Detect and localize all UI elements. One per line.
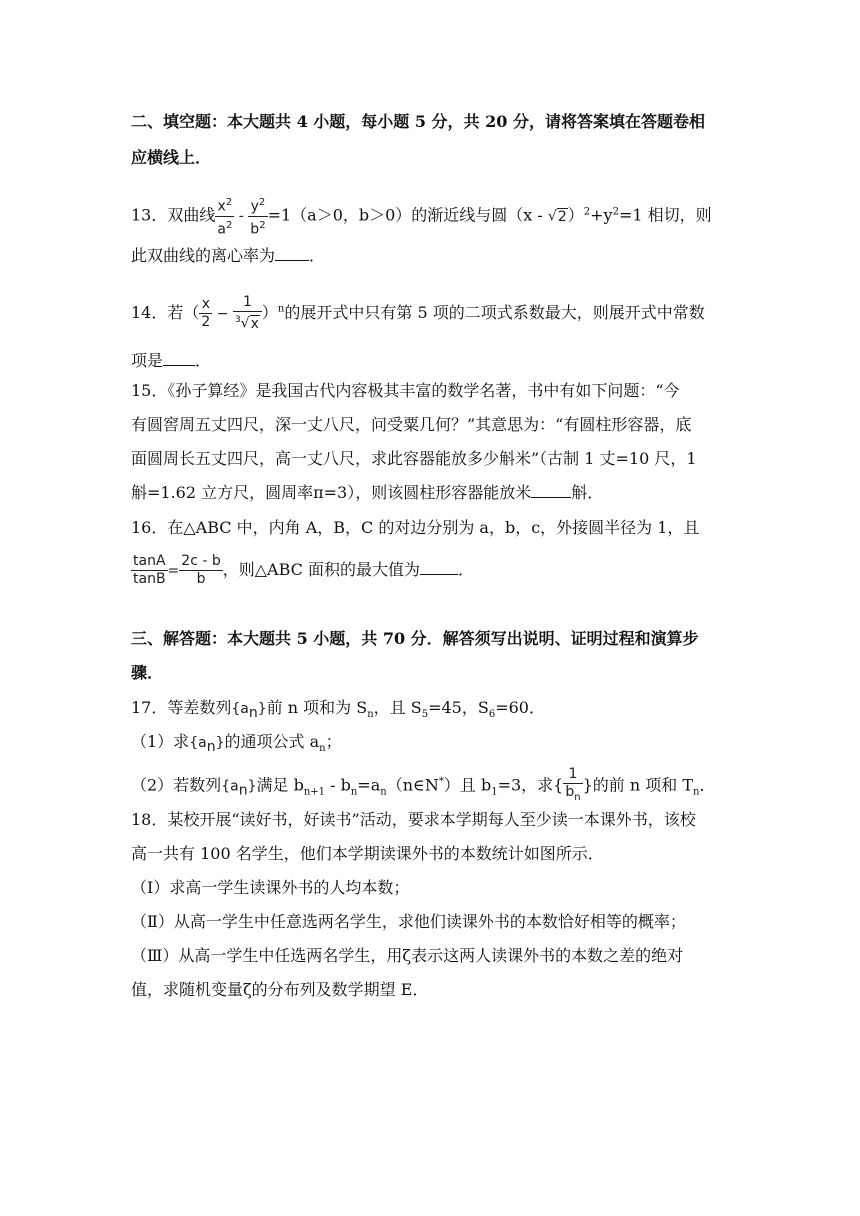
question-17-part-1: （1）求$\{a_n\}$的通项公式 $a_n$； <box>131 732 342 756</box>
question-18-line-1: 18．某校开展“读好书，好读书”活动，要求本学期每人至少读一本课外书，该校 <box>131 810 696 829</box>
section-3-heading-line-2: 骤． <box>131 663 164 682</box>
q13-fraction-y2-b2: $\frac{y^2}{b^2}$ <box>248 194 267 238</box>
q16-fraction-tan: $\frac{\tan A}{\tan B}$ <box>133 553 166 587</box>
q13-label: 13．双曲线 <box>131 205 216 225</box>
q16-answer-blank <box>420 558 458 575</box>
q13-fraction-x2-a2: $\frac{x^2}{a^2}$ <box>215 194 234 238</box>
question-17: 17．等差数列$\{a_n\}$前 n 项和为 $S_n$，且 $S_5=45$，$S_6=60$． <box>131 698 545 722</box>
q16-fraction-2c-b: $\frac{2c - b}{b}$ <box>181 553 221 587</box>
question-16-line-2: $\frac{\tan A}{\tan B}$ = $\frac{2c - b}{b}$ ，则△ABC 面积的最大值为 ． <box>133 553 474 587</box>
section-3-heading-line-1: 三、解答题：本大题共 5 小题，共 70 分．解答须写出说明、证明过程和演算步 <box>131 629 699 648</box>
q13-answer-blank <box>275 244 309 261</box>
question-18-part-3-line-2: 值，求随机变量ζ的分布列及数学期望 E． <box>131 980 429 999</box>
q14-fraction-1-cbrt-x: $\frac{1}{^3√x}$ <box>233 294 262 333</box>
q14-label: 14．若（ <box>131 302 200 322</box>
question-15-line-1: 15．《孙子算经》是我国古代内容极其丰富的数学名著，书中有如下问题：“今 <box>131 381 680 400</box>
question-18-line-2: 高一共有 100 名学生，他们本学期读课外书的本数统计如图所示． <box>131 844 604 863</box>
q13-sqrt: √2 <box>547 208 567 225</box>
question-15-line-4: 斛=1.62 立方尺，圆周率π=3），则该圆柱形容器能放米 斛． <box>131 483 604 502</box>
question-13: 13．双曲线 $\frac{x^2}{a^2}$ - $\frac{y^2}{b^2}$ =1（a＞0，b＞0）的渐近线与圆$(x - √2)^2+y^2=1$ 相切，则 <box>131 194 712 238</box>
q14-answer-blank <box>163 349 195 366</box>
question-18-part-2: （Ⅱ）从高一学生中任意选两名学生，求他们读课外书的本数恰好相等的概率； <box>131 912 686 931</box>
question-15-line-3: 面圆周长五丈四尺，高一丈八尺，求此容器能放多少斛米”（古制 1 丈=10 尺，1 <box>131 449 697 468</box>
question-14-line-2: 项是 ． <box>131 351 212 370</box>
section-2-heading-line-2: 应横线上． <box>131 148 212 167</box>
q14-fraction-x-2: $\frac{x}{2}$ <box>201 295 211 330</box>
section-2-heading-line-1: 二、填空题：本大题共 4 小题，每小题 5 分，共 20 分，请将答案填在答题卷相 <box>131 112 705 131</box>
question-16-line-1: 16．在△ABC 中，内角 A，B，C 的对边分别为 a，b，c，外接圆半径为 1，且 <box>131 518 700 537</box>
q17-fraction-1-bn: $\frac{1}{b_n}$ <box>565 766 581 803</box>
q15-answer-blank <box>531 481 571 498</box>
question-15-line-2: 有圆窖周五丈四尺，深一丈八尺，问受粟几何？”其意思为：“有圆柱形容器，底 <box>131 415 692 434</box>
question-18-part-3-line-1: （Ⅲ）从高一学生中任选两名学生，用ζ表示这两人读课外书的本数之差的绝对 <box>131 946 684 965</box>
question-13-line-2: 此双曲线的离心率为 ． <box>131 246 326 265</box>
q13-text: =1（a＞0，b＞0）的渐近线与圆（x - <box>267 205 548 225</box>
question-18-part-1: （Ⅰ）求高一学生读课外书的人均本数； <box>131 878 410 897</box>
q14-text: 的展开式中只有第 5 项的二项式系数最大，则展开式中常数 <box>284 302 705 322</box>
question-14: 14．若（ $\frac{x}{2}$ − $\frac{1}{^3√x}$ ）$^n$的展开式中只有第 5 项的二项式系数最大，则展开式中常数 <box>131 294 705 332</box>
question-17-part-2: （2）若数列$\{a_n\}$满足 $b_{n+1}$ - $b_n=a_n(n\in N^*)$且 $b_1=3$，求{ $\frac{1}{b_n}$ }的前 n 项和 $T_n$． <box>131 766 715 806</box>
